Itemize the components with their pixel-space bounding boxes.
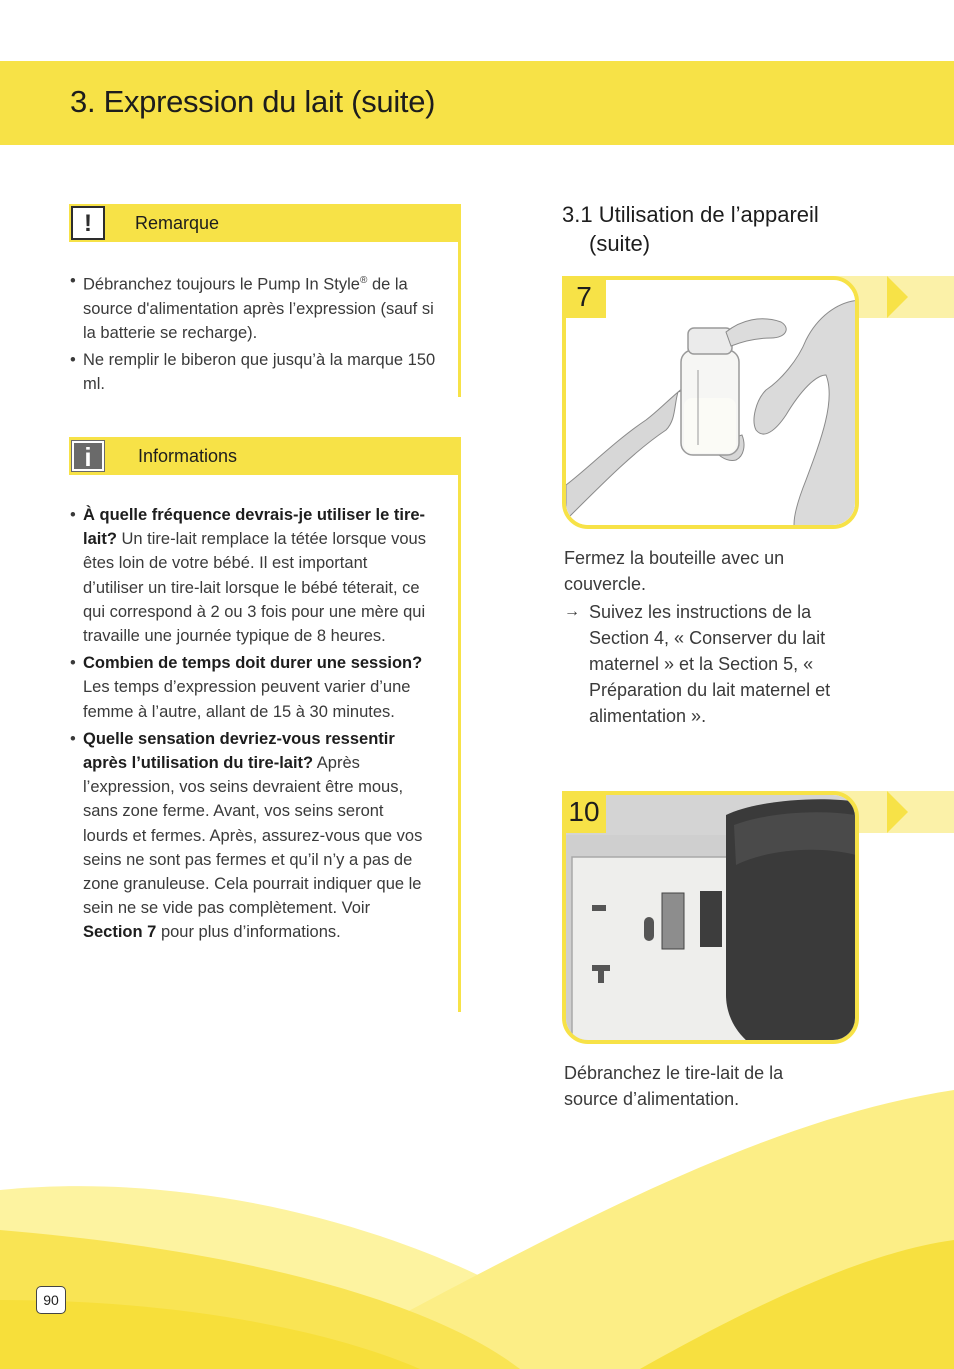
- note-list: [70, 269, 440, 397]
- note-item: • Ne remplir le biberon que jusqu’à la marque 150 ml.: [70, 348, 440, 396]
- section-7-reference: Section 7: [83, 923, 157, 942]
- step-7-number: 7: [562, 276, 606, 318]
- step-10-arrow-icon: [887, 791, 908, 833]
- hands-closing-bottle-photo: [566, 280, 859, 529]
- note-box-rule: [458, 242, 461, 397]
- unplug-from-outlet-photo: [566, 795, 859, 1044]
- page-number: 90: [36, 1286, 66, 1314]
- step-7-arrow-icon: [887, 276, 908, 318]
- info-item: • À quelle fréquence devrais-je utiliser le tire-lait? Un tire-lait remplace la tétée lorsque vous êtes loin de votre bébé. Il est important d’utiliser un tire-lait lorsque le bébé téterait, ce qui correspond à 2 ou 3 fois pour une mère qui travaille une journée typique de 8 heures.: [70, 503, 432, 648]
- page-title: 3. Expression du lait (suite): [70, 84, 436, 119]
- exclamation-icon: !: [71, 206, 105, 240]
- note-box-header: [69, 204, 461, 242]
- step-7-caption: Fermez la bouteille avec un couvercle.: [564, 548, 785, 594]
- step-10-caption: Débranchez le tire-lait de la source d’alimentation.: [564, 1063, 784, 1109]
- info-box-header: [69, 437, 461, 475]
- info-box-rule: [458, 475, 461, 1012]
- step-10: [562, 791, 954, 1051]
- step-7: [562, 276, 954, 536]
- step-7-image-frame: [562, 276, 859, 529]
- step-7-instruction: → Suivez les instructions de la Section 4, « Conserver du lait maternel » et la Section 5, « Préparation du lait maternel et alimentation ».: [564, 599, 874, 729]
- arrow-right-icon: →: [564, 603, 580, 620]
- info-list: [70, 503, 432, 945]
- info-item: • Quelle sensation devriez-vous ressentir après l’utilisation du tire-lait? Après l’expression, vos seins devraient être mous, sans zone ferme. Avant, vos seins seront lourds et fermes. Après, assurez-vous que vos seins ne sont pas fermes et qu’il n’y a pas de zone granuleuse. Cela pourrait indiquer que le sein ne se vide pas complètement. Voir Section 7 pour plus d’informations.: [70, 727, 432, 945]
- info-item: • Combien de temps doit durer une session? Les temps d’expression peuvent varier d’une femme à l’autre, allant de 15 à 30 minutes.: [70, 651, 432, 724]
- note-item: • Débranchez toujours le Pump In Style® de la source d'alimentation après l’expression (sauf si la batterie se recharge).: [70, 269, 440, 345]
- step-10-image-frame: [562, 791, 859, 1044]
- info-box-label: Informations: [138, 446, 238, 466]
- step-10-number: 10: [562, 791, 606, 833]
- section-heading: 3.1 Utilisation de l’appareil (suite): [562, 202, 819, 256]
- info-icon: i: [72, 441, 104, 471]
- note-box-label: Remarque: [135, 213, 220, 233]
